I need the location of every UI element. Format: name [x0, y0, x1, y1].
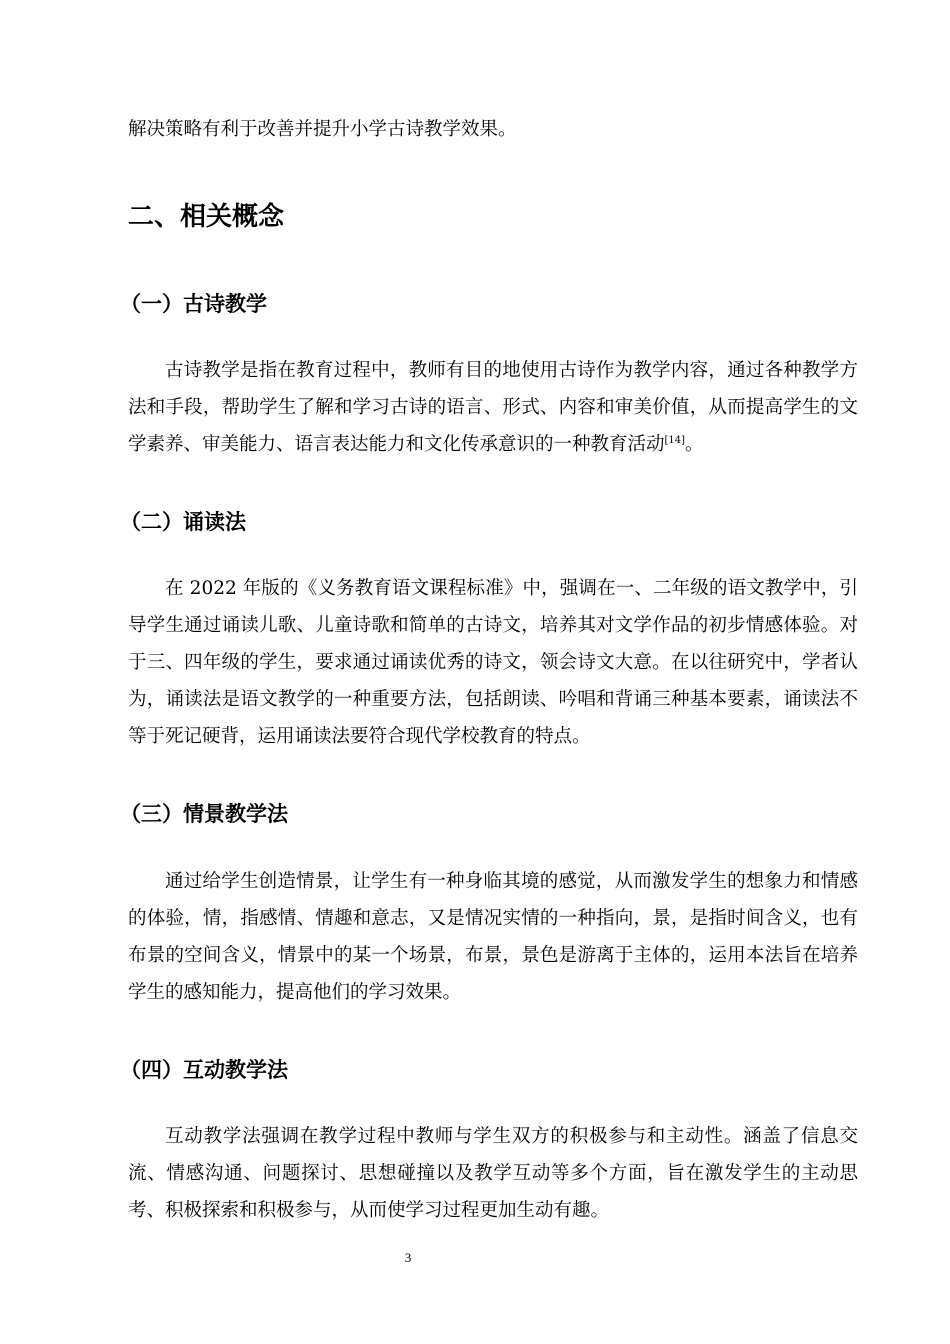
subsection-heading-1: （一）古诗教学: [120, 292, 267, 316]
subsection-body-1: [128, 352, 858, 463]
subsection-body-1-end: 。: [685, 434, 704, 455]
page-number: 3: [404, 1250, 412, 1265]
subsection-body-4: 互动教学法强调在教学过程中教师与学生双方的积极参与和主动性。涵盖了信息交流、情感沟通、问题探讨、思想碰撞以及教学互动等多个方面，旨在激发学生的主动思考、积极探索和积极参与，从而使学习过程更加生动有趣。: [128, 1126, 858, 1221]
subsection-heading-4: （四）互动教学法: [120, 1058, 288, 1082]
citation-ref: [14]: [664, 434, 686, 446]
subsection-body-2: 在 2022 年版的《义务教育语文课程标准》中，强调在一、二年级的语文教学中，引导学生通过诵读儿歌、儿童诗歌和简单的古诗文，培养其对文学作品的初步情感体验。对于三、四年级的学生，要求通过诵读优秀的诗文，领会诗文大意。在以往研究中，学者认为，诵读法是语文教学的一种重要方法，包括朗读、吟唱和背诵三种基本要素，诵读法不等于死记硬背，运用诵读法要符合现代学校教育的特点。: [128, 578, 858, 747]
subsection-heading-3: （三）情景教学法: [120, 802, 288, 826]
intro-paragraph-tail: 解决策略有利于改善并提升小学古诗教学效果。: [128, 119, 517, 140]
subsection-heading-2: （二）诵读法: [120, 510, 246, 534]
subsection-body-1-text: 古诗教学是指在教育过程中，教师有目的地使用古诗作为教学内容，通过各种教学方法和手段，帮助学生了解和学习古诗的语言、形式、内容和审美价值，从而提高学生的文学素养、审美能力、语言表达能力和文化传承意识的一种教育活动: [128, 360, 858, 455]
subsection-body-3: 通过给学生创造情景，让学生有一种身临其境的感觉，从而激发学生的想象力和情感的体验，情，指感情、情趣和意志，又是情况实情的一种指向，景，是指时间含义，也有布景的空间含义，情景中的某一个场景，布景，景色是游离于主体的，运用本法旨在培养学生的感知能力，提高他们的学习效果。: [128, 871, 858, 1003]
section-title: 二、相关概念: [128, 202, 285, 232]
document-page: [120, 0, 858, 1344]
